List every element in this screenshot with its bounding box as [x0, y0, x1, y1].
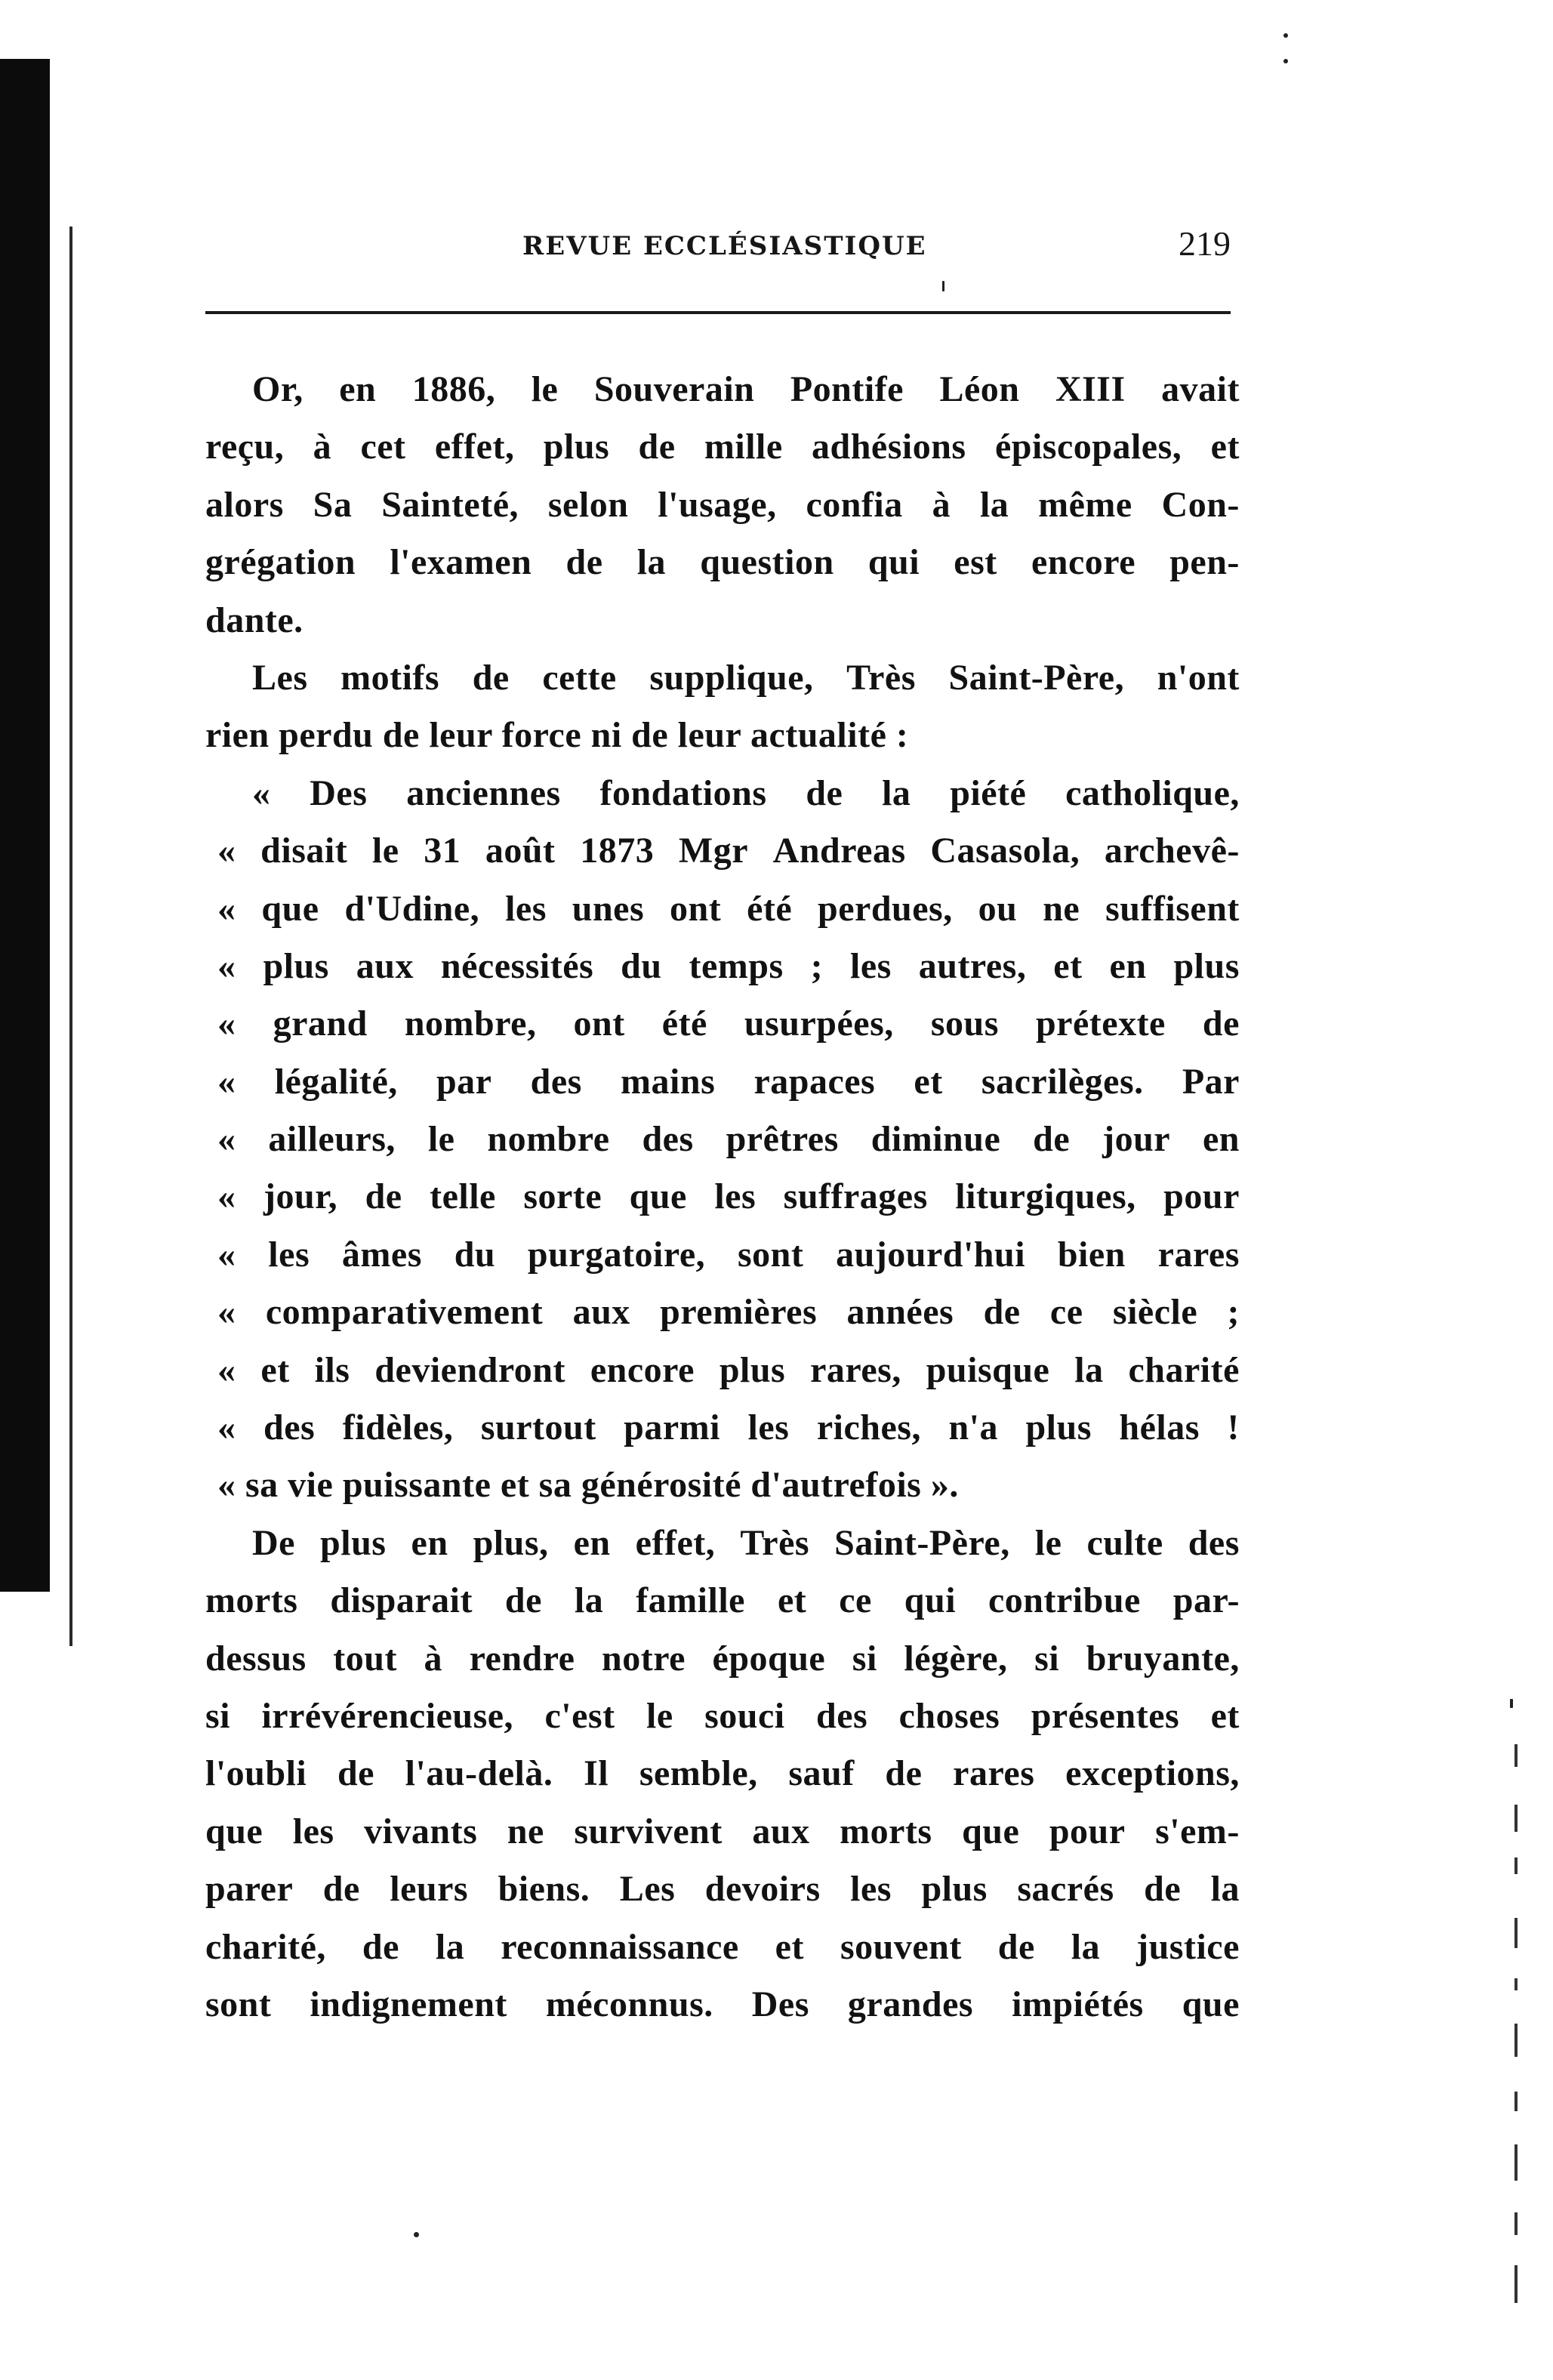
word: du: [454, 1234, 496, 1275]
word: aux: [572, 1292, 630, 1333]
word: la: [435, 1926, 465, 1967]
word: la: [1071, 1926, 1101, 1967]
text-line: [205, 1630, 1240, 1688]
word: années: [846, 1292, 954, 1333]
word: plus: [921, 1869, 988, 1910]
word: ne: [1043, 888, 1080, 929]
word: Mgr: [678, 831, 748, 871]
word: XIII: [1055, 369, 1126, 409]
word: ;: [810, 945, 824, 986]
word: notre: [602, 1638, 686, 1679]
word: Très: [846, 657, 916, 698]
word: suffisent: [1105, 888, 1240, 929]
word: vivants: [364, 1811, 478, 1851]
word: temps: [689, 945, 784, 986]
word: grand: [273, 1003, 368, 1044]
word: de: [565, 542, 603, 583]
word: anciennes: [406, 772, 561, 813]
word: «: [217, 888, 236, 929]
word: sacrés: [1017, 1869, 1114, 1910]
word: si: [205, 1695, 231, 1736]
word: Sainteté,: [381, 484, 519, 525]
word: la: [1210, 1869, 1240, 1910]
quote-line: [205, 1111, 1240, 1168]
word: si: [1034, 1638, 1060, 1679]
word: la: [979, 484, 1009, 525]
word: survivent: [574, 1811, 723, 1851]
word: en: [1109, 945, 1147, 986]
word: plus: [320, 1522, 387, 1563]
word: ce: [1049, 1292, 1083, 1333]
scan-speck: [414, 2232, 419, 2237]
word: aux: [752, 1811, 810, 1851]
text-line: [205, 1688, 1240, 1745]
word: 31: [424, 831, 461, 871]
word: rares: [1157, 1234, 1240, 1275]
word: août: [485, 831, 556, 871]
word: les: [268, 1234, 310, 1275]
word: en: [411, 1522, 448, 1563]
paragraph: [205, 1515, 1240, 2034]
word: De: [252, 1522, 295, 1563]
word: catholique,: [1065, 772, 1240, 813]
word: nombre,: [404, 1003, 537, 1044]
word: de: [362, 1926, 399, 1967]
word: Casasola,: [930, 831, 1080, 871]
quote-line: [205, 1168, 1240, 1225]
quotation: [205, 765, 1240, 1515]
word: de: [638, 427, 676, 467]
word: Andreas: [772, 831, 906, 871]
binding-shadow: [0, 59, 50, 1592]
word: encore: [590, 1349, 695, 1390]
word: choses: [898, 1695, 1000, 1736]
word: irrévérencieuse,: [261, 1695, 514, 1736]
word: purgatoire,: [527, 1234, 706, 1275]
word: piété: [950, 772, 1027, 813]
word: hélas: [1119, 1407, 1200, 1448]
word: le: [427, 1119, 455, 1160]
word: 1886,: [411, 369, 496, 409]
word: sont: [205, 1984, 272, 2024]
quote-line: [205, 1284, 1240, 1341]
text-line: [205, 649, 1240, 707]
word: été: [747, 888, 793, 929]
word: parer: [205, 1869, 294, 1910]
text-line: [205, 418, 1240, 476]
word: Par: [1182, 1061, 1240, 1102]
word: épiscopales,: [994, 427, 1182, 467]
word: de: [337, 1753, 374, 1794]
word: que: [962, 1811, 1020, 1851]
word: effet,: [434, 427, 515, 467]
quote-line: [205, 995, 1240, 1053]
text-line: [205, 476, 1240, 534]
word: disait: [260, 831, 348, 871]
word: de: [1033, 1119, 1071, 1160]
word: par: [436, 1061, 492, 1102]
word: des: [263, 1407, 316, 1448]
word: époque: [712, 1638, 826, 1679]
word: famille: [636, 1580, 745, 1621]
quote-line: [205, 1053, 1240, 1111]
word: premières: [660, 1292, 818, 1333]
word: morts: [205, 1580, 298, 1621]
word: sont: [737, 1234, 804, 1275]
word: bien: [1057, 1234, 1126, 1275]
word: autres,: [918, 945, 1027, 986]
quote-line: [205, 822, 1240, 880]
word: rares,: [810, 1349, 901, 1390]
word: indignement: [310, 1984, 507, 2024]
word: Sa: [313, 484, 353, 525]
word: méconnus.: [545, 1984, 713, 2024]
word: de: [885, 1753, 923, 1794]
word: et: [1210, 1695, 1240, 1736]
word: de: [983, 1292, 1021, 1333]
word: sacrilèges.: [981, 1061, 1144, 1102]
text-line: [205, 361, 1240, 418]
word: Souverain: [593, 369, 755, 409]
word: n'ont: [1157, 657, 1240, 698]
word: légère,: [904, 1638, 1008, 1679]
word: souvent: [840, 1926, 962, 1967]
word: Des: [751, 1984, 809, 2024]
word: archevê-: [1104, 831, 1240, 871]
word: mains: [621, 1061, 716, 1102]
word: Léon: [939, 369, 1020, 409]
word: adhésions: [812, 427, 966, 467]
word: deviendront: [374, 1349, 565, 1390]
word: dessus: [205, 1638, 307, 1679]
word: puisque: [926, 1349, 1050, 1390]
word: plus: [263, 945, 329, 986]
word: «: [217, 1061, 236, 1102]
word: des: [816, 1695, 868, 1736]
word: ont: [670, 888, 722, 929]
word: rares: [953, 1753, 1035, 1794]
quote-line: [205, 1226, 1240, 1284]
word: tout: [333, 1638, 397, 1679]
word: du: [621, 945, 662, 986]
page-number: 219: [1179, 224, 1231, 263]
word: liturgiques,: [955, 1176, 1136, 1217]
word: à: [424, 1638, 443, 1679]
word: de: [472, 657, 510, 698]
word: à: [932, 484, 951, 525]
word: l'examen: [390, 542, 532, 583]
word: plus: [1025, 1407, 1092, 1448]
word: impiétés: [1012, 1984, 1144, 2024]
word: l'oubli: [205, 1753, 307, 1794]
word: pour: [1163, 1176, 1240, 1217]
word: unes: [572, 888, 645, 929]
word: disparait: [330, 1580, 473, 1621]
word: confia: [806, 484, 903, 525]
word: 1873: [580, 831, 655, 871]
text-line: [205, 1976, 1240, 2033]
word: et: [914, 1061, 943, 1102]
word: supplique,: [649, 657, 814, 698]
text-line: [205, 1919, 1240, 1976]
paragraph: [205, 361, 1240, 649]
word: pour: [1049, 1811, 1126, 1851]
word: avait: [1161, 369, 1240, 409]
word: exceptions,: [1065, 1753, 1240, 1794]
text-line: [205, 1572, 1240, 1629]
word: devoirs: [704, 1869, 821, 1910]
word: légalité,: [274, 1061, 398, 1102]
running-header: [205, 220, 1231, 273]
quote-line: [205, 938, 1240, 995]
word: que: [1182, 1984, 1240, 2024]
word: la: [636, 542, 667, 583]
running-title: REVUE ECCLÉSIASTIQUE: [522, 231, 927, 261]
word: motifs: [340, 657, 440, 698]
word: «: [217, 1407, 236, 1448]
word: le: [646, 1695, 673, 1736]
word: sorte: [523, 1176, 602, 1217]
word: sauf: [788, 1753, 855, 1794]
word: culte: [1086, 1522, 1163, 1563]
word: nécessités: [440, 945, 594, 986]
word: Or,: [252, 369, 304, 409]
header-rule: [205, 311, 1231, 314]
word: ont: [573, 1003, 625, 1044]
word: de: [806, 772, 843, 813]
word: âmes: [341, 1234, 422, 1275]
word: est: [954, 542, 997, 583]
word: de: [1202, 1003, 1240, 1044]
word: la: [1074, 1349, 1104, 1390]
word: et: [777, 1580, 807, 1621]
word: le: [371, 831, 399, 871]
word: contribue: [988, 1580, 1141, 1621]
word: charité,: [205, 1926, 326, 1967]
quote-line: [205, 1399, 1240, 1457]
word: en: [339, 369, 377, 409]
word: siècle: [1112, 1292, 1198, 1333]
word: grégation: [205, 542, 356, 583]
word: le: [1034, 1522, 1062, 1563]
word: Des: [310, 772, 368, 813]
word: parmi: [624, 1407, 720, 1448]
word: même: [1038, 484, 1132, 525]
word: plus: [543, 427, 610, 467]
word: plus: [719, 1349, 786, 1390]
word: fidèles,: [342, 1407, 454, 1448]
word: «: [217, 1176, 236, 1217]
word: biens.: [498, 1869, 590, 1910]
word: les: [292, 1811, 334, 1851]
word: souci: [704, 1695, 785, 1736]
word: «: [217, 1349, 236, 1390]
word: «: [217, 1119, 236, 1160]
word: selon: [547, 484, 629, 525]
text-line: [205, 1803, 1240, 1861]
word: rendre: [469, 1638, 575, 1679]
word: et: [1053, 945, 1083, 986]
word: usurpées,: [744, 1003, 894, 1044]
quote-line: « sa vie puissante et sa générosité d'autrefois ».: [217, 1465, 959, 1506]
word: de: [504, 1580, 542, 1621]
word: diminue: [870, 1119, 1001, 1160]
text-line: [205, 1515, 1240, 1572]
word: «: [252, 772, 271, 813]
word: effet,: [635, 1522, 716, 1563]
word: ;: [1227, 1292, 1240, 1333]
word: d'Udine,: [344, 888, 480, 929]
word: prétexte: [1035, 1003, 1166, 1044]
word: de: [1144, 1869, 1182, 1910]
word: rapaces: [753, 1061, 876, 1102]
scan-speck: [942, 281, 944, 291]
word: bruyante,: [1086, 1638, 1240, 1679]
word: Les: [619, 1869, 676, 1910]
page-edge-marks: [1507, 1691, 1537, 2333]
word: aujourd'hui: [836, 1234, 1026, 1275]
scan-speck: [1283, 59, 1288, 63]
word: semble,: [639, 1753, 758, 1794]
scan-speck: [1283, 33, 1288, 38]
word: présentes: [1031, 1695, 1180, 1736]
word: comparativement: [265, 1292, 544, 1333]
word: leurs: [390, 1869, 469, 1910]
word: si: [852, 1638, 877, 1679]
word: s'em-: [1155, 1811, 1240, 1851]
word: et: [1210, 427, 1240, 467]
word: Pontife: [790, 369, 904, 409]
word: les: [849, 945, 892, 986]
word: que: [629, 1176, 687, 1217]
word: qui: [904, 1580, 957, 1621]
paragraph: [205, 649, 1240, 765]
word: l'usage,: [658, 484, 777, 525]
word: l'au-delà.: [405, 1753, 553, 1794]
word: la: [882, 772, 911, 813]
body-text: [205, 361, 1240, 2033]
quote-line: [205, 765, 1240, 822]
word: ils: [314, 1349, 350, 1390]
word: la: [574, 1580, 604, 1621]
word: de: [322, 1869, 360, 1910]
binding-edge-line: [69, 227, 72, 1646]
word: fondations: [599, 772, 767, 813]
text-line: rien perdu de leur force ni de leur actualité :: [205, 715, 909, 756]
word: jour,: [263, 1176, 338, 1217]
word: Saint-Père,: [834, 1522, 1010, 1563]
word: reconnaissance: [501, 1926, 739, 1967]
quote-line: [205, 880, 1240, 938]
word: en: [573, 1522, 611, 1563]
word: Saint-Père,: [948, 657, 1125, 698]
word: suffrages: [783, 1176, 928, 1217]
word: «: [217, 831, 236, 871]
word: grandes: [847, 1984, 974, 2024]
word: riches,: [816, 1407, 921, 1448]
word: ce: [839, 1580, 872, 1621]
word: Les: [252, 657, 308, 698]
word: les: [714, 1176, 756, 1217]
word: «: [217, 1234, 236, 1275]
word: «: [217, 1292, 236, 1333]
word: c'est: [544, 1695, 615, 1736]
word: question: [700, 542, 834, 583]
word: de: [365, 1176, 402, 1217]
word: justice: [1136, 1926, 1240, 1967]
word: de: [997, 1926, 1035, 1967]
word: et: [260, 1349, 290, 1390]
word: les: [747, 1407, 790, 1448]
word: les: [850, 1869, 892, 1910]
word: ailleurs,: [268, 1119, 396, 1160]
word: Très: [740, 1522, 810, 1563]
word: à: [313, 427, 332, 467]
word: que: [261, 888, 319, 929]
word: charité: [1128, 1349, 1240, 1390]
word: morts: [840, 1811, 932, 1851]
word: «: [217, 1003, 236, 1044]
word: et: [775, 1926, 804, 1967]
text-line: [205, 1861, 1240, 1918]
word: par-: [1172, 1580, 1240, 1621]
word: telle: [430, 1176, 496, 1217]
word: Il: [584, 1753, 609, 1794]
word: des: [642, 1119, 694, 1160]
word: alors: [205, 484, 284, 525]
word: n'a: [948, 1407, 998, 1448]
word: perdues,: [818, 888, 953, 929]
word: plus,: [473, 1522, 549, 1563]
word: qui: [867, 542, 920, 583]
word: nombre: [487, 1119, 610, 1160]
word: surtout: [480, 1407, 596, 1448]
word: reçu,: [205, 427, 285, 467]
word: pen-: [1169, 542, 1240, 583]
text-line: [205, 1745, 1240, 1802]
word: !: [1227, 1407, 1240, 1448]
word: des: [1188, 1522, 1240, 1563]
word: cet: [360, 427, 406, 467]
word: prêtres: [726, 1119, 839, 1160]
text-line: dante.: [205, 600, 304, 640]
word: encore: [1031, 542, 1135, 583]
word: plus: [1173, 945, 1240, 986]
word: sous: [930, 1003, 999, 1044]
word: les: [505, 888, 547, 929]
word: jour: [1102, 1119, 1171, 1160]
word: ne: [507, 1811, 544, 1851]
text-line: [205, 534, 1240, 591]
word: cette: [542, 657, 617, 698]
word: des: [530, 1061, 582, 1102]
word: en: [1203, 1119, 1240, 1160]
word: que: [205, 1811, 263, 1851]
word: le: [531, 369, 559, 409]
word: été: [661, 1003, 707, 1044]
word: mille: [704, 427, 783, 467]
word: Con-: [1161, 484, 1240, 525]
quote-line: [205, 1342, 1240, 1399]
word: ou: [978, 888, 1018, 929]
word: «: [217, 945, 236, 986]
word: aux: [356, 945, 414, 986]
